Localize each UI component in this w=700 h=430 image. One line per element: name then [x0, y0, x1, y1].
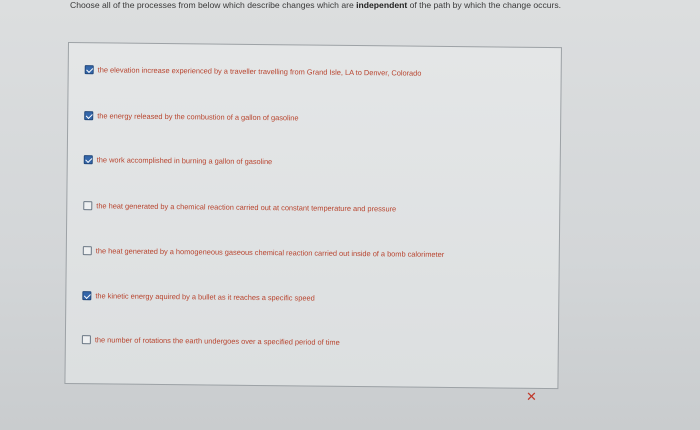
option-label: the heat generated by a chemical reaction carried out at constant temperature and pressure	[96, 201, 397, 214]
incorrect-x-icon: ✕	[526, 390, 537, 405]
option-heat-constant-pressure[interactable]	[83, 201, 396, 213]
option-energy-released[interactable]	[84, 111, 298, 122]
option-label: the work accomplished in burning a gallon of gasoline	[96, 155, 273, 167]
checkbox-unchecked-icon[interactable]	[82, 335, 91, 344]
checkbox-unchecked-icon[interactable]	[83, 246, 92, 255]
answer-options-box	[64, 42, 562, 389]
option-label: the kinetic energy aquired by a bullet as it reaches a specific speed	[95, 291, 315, 303]
option-label: the energy released by the combustion of a gallon of gasoline	[97, 111, 299, 123]
checkbox-checked-icon[interactable]	[84, 111, 93, 120]
question-text	[70, 0, 695, 10]
checkbox-checked-icon[interactable]	[84, 155, 93, 164]
option-earth-rotations[interactable]	[82, 335, 340, 347]
option-label: the number of rotations the earth undergoes over a specified period of time	[94, 335, 340, 347]
option-label: the heat generated by a homogeneous gaseous chemical reaction carried out inside of a bomb calorimeter	[95, 246, 445, 259]
checkbox-unchecked-icon[interactable]	[83, 201, 92, 210]
question-suffix: of the path by which the change occurs.	[407, 0, 562, 10]
option-work-accomplished[interactable]	[84, 155, 273, 166]
option-heat-bomb-calorimeter[interactable]	[83, 246, 444, 259]
checkbox-checked-icon[interactable]	[82, 291, 91, 300]
question-emphasis: independent	[356, 0, 408, 10]
option-kinetic-energy[interactable]	[82, 291, 314, 302]
option-label: the elevation increase experienced by a traveller travelling from Grand Isle, LA to Denver, Colorado	[97, 65, 422, 78]
question-prefix: Choose all of the processes from below which describe changes which are	[70, 0, 357, 10]
option-elevation-increase[interactable]	[85, 65, 422, 78]
checkbox-checked-icon[interactable]	[85, 65, 94, 74]
